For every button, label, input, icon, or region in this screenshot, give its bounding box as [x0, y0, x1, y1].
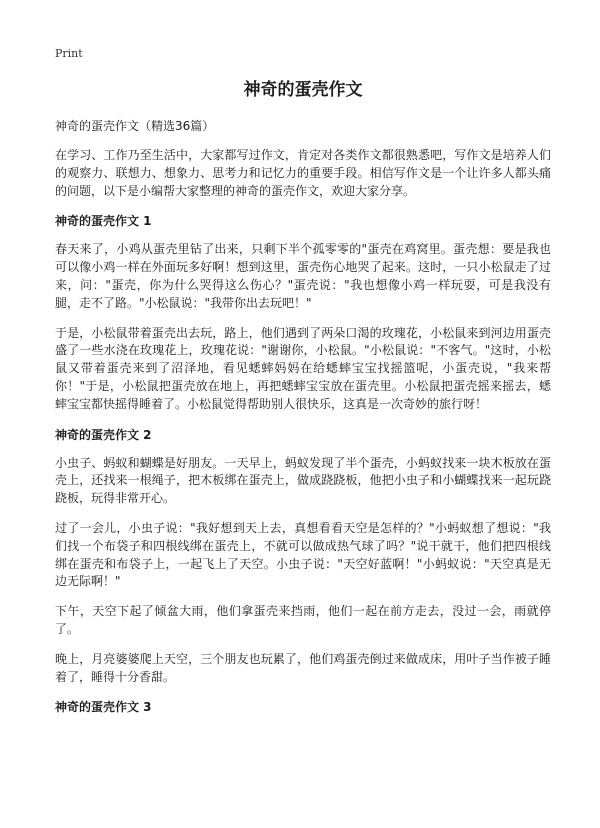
intro-paragraph: 在学习、工作乃至生活中，大家都写过作文，肯定对各类作文都很熟悉吧，写作文是培养人们的观察力、联想力、想象力、思考力和记忆力的重要手段。相信写作文是一个让许多人都头痛的问题，以下是小编帮大家整理的神奇的蛋壳作文，欢迎大家分享。 — [55, 148, 551, 198]
section-1-paragraph-1: 春天来了，小鸡从蛋壳里钻了出来，只剩下半个孤零零的"蛋壳在鸡窝里。蛋壳想：要是我也可以像小鸡一样在外面玩多好啊！想到这里，蛋壳伤心地哭了起来。这时，一只小松鼠走了过来，问："蛋壳，你为什么哭得这么伤心？"蛋壳说："我也想像小鸡一样玩耍，可是我没有腿，走不了路。"小松鼠说："我带你出去玩吧！" — [55, 242, 551, 310]
print-link[interactable]: Print — [55, 47, 83, 60]
document-body — [55, 78, 551, 727]
section-2-paragraph-2: 过了一会儿，小虫子说："我好想到天上去，真想看看天空是怎样的？"小蚂蚁想了想说："我们找一个布袋子和四根线绑在蛋壳上，不就可以做成热气球了吗？"说干就干，他们把四根线绑在蛋壳和布袋子上，一起飞上了天空。小虫子说："天空好蓝啊！"小蚂蚁说："天空真是无边无际啊！" — [55, 520, 551, 589]
section-1-paragraph-2: 于是，小松鼠带着蛋壳出去玩，路上，他们遇到了两朵口渴的玫瑰花，小松鼠来到河边用蛋壳盛了一些水浇在玫瑰花上，玫瑰花说："谢谢你，小松鼠。"小松鼠说："不客气。"这时，小松鼠又带着蛋壳来到了沼泽地，看见蟋蟀妈妈在给蟋蟀宝宝找摇篮呢，小蛋壳说，"我来帮你！"于是，小松鼠把蛋壳放在地上，再把蟋蟀宝宝放在蛋壳里。小松鼠把蛋壳摇来摇去，蟋蟀宝宝都快摇得睡着了。小松鼠觉得帮助别人很快乐，这真是一次奇妙的旅行呀！ — [55, 325, 551, 411]
section-heading-2: 神奇的蛋壳作文 2 — [55, 427, 152, 442]
section-2-paragraph-1: 小虫子、蚂蚁和蝴蝶是好朋友。一天早上，蚂蚁发现了半个蛋壳，小蚂蚁找来一块木板放在蛋壳上，还找来一根绳子，把木板绑在蛋壳上，做成跷跷板，他把小虫子和小蝴蝶找来一起玩跷跷板，玩得非常开心。 — [55, 455, 551, 506]
section-heading-1: 神奇的蛋壳作文 1 — [55, 214, 152, 229]
document-subtitle: 神奇的蛋壳作文（精选36篇） — [55, 119, 215, 133]
section-2-paragraph-3: 下午，天空下起了倾盆大雨，他们拿蛋壳来挡雨，他们一起在前方走去，没过一会，雨就停了。 — [55, 604, 551, 636]
section-heading-3: 神奇的蛋壳作文 3 — [55, 700, 152, 715]
section-2-paragraph-4: 晚上，月亮婆婆爬上天空，三个朋友也玩累了，他们鸡蛋壳倒过来做成床，用叶子当作被子睡着了，睡得十分香甜。 — [55, 651, 551, 684]
document-title: 神奇的蛋壳作文 — [243, 80, 363, 100]
